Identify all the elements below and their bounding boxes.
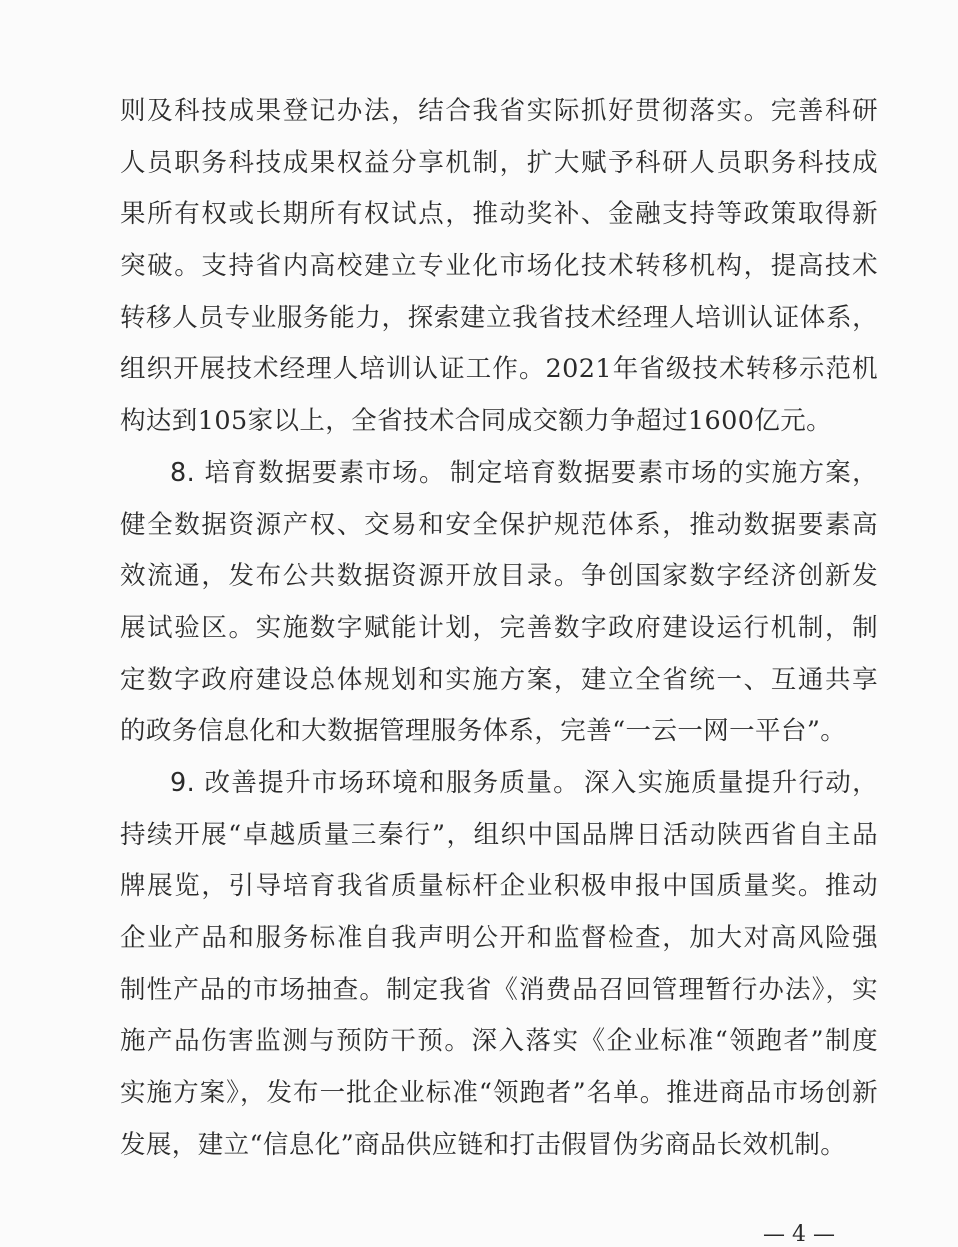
body-line: 定数字政府建设总体规划和实施方案，建立全省统一、互通共享 — [120, 664, 878, 695]
body-line: 的政务信息化和大数据管理服务体系，完善“一云一网一平台”。 — [120, 716, 847, 747]
section-9-first-line-text: 深入实施质量提升行动， — [583, 767, 878, 798]
document-body — [120, 86, 878, 1171]
body-line: 发展，建立“信息化”商品供应链和打击假冒伪劣商品长效机制。 — [120, 1129, 847, 1160]
body-line: 健全数据资源产权、交易和安全保护规范体系，推动数据要素高 — [120, 509, 878, 540]
body-line: 牌展览，引导培育我省质量标杆企业积极申报中国质量奖。推动 — [120, 871, 878, 902]
body-line: 组织开展技术经理人培训认证工作。2021年省级技术转移示范机 — [120, 354, 878, 385]
body-line: 则及科技成果登记办法，结合我省实际抓好贯彻落实。完善科研 — [120, 96, 878, 126]
body-line: 人员职务科技成果权益分享机制，扩大赋予科研人员职务科技成 — [120, 147, 878, 178]
body-line: 制性产品的市场抽查。制定我省《消费品召回管理暂行办法》，实 — [120, 974, 878, 1005]
body-line: 转移人员专业服务能力，探索建立我省技术经理人培训认证体系， — [120, 302, 878, 333]
section-9-first-line — [120, 758, 878, 810]
section-8-heading: 8. 培育数据要素市场。 — [170, 457, 446, 488]
body-line: 突破。支持省内高校建立专业化市场化技术转移机构，提高技术 — [120, 251, 878, 282]
body-line: 持续开展“卓越质量三秦行”，组织中国品牌日活动陕西省自主品 — [120, 819, 878, 850]
body-line: 效流通，发布公共数据资源开放目录。争创国家数字经济创新发 — [120, 561, 878, 592]
page-number: — 4 — — [763, 1222, 835, 1247]
section-9-heading: 9. 改善提升市场环境和服务质量。 — [170, 767, 580, 798]
body-line: 果所有权或长期所有权试点，推动奖补、金融支持等政策取得新 — [120, 199, 878, 230]
body-line: 实施方案》，发布一批企业标准“领跑者”名单。推进商品市场创新 — [120, 1078, 878, 1109]
body-line: 企业产品和服务标准自我声明公开和监督检查，加大对高风险强 — [120, 923, 878, 953]
body-line: 构达到105家以上，全省技术合同成交额力争超过1600亿元。 — [120, 406, 833, 437]
body-line: 施产品伤害监测与预防干预。深入落实《企业标准“领跑者”制度 — [120, 1026, 878, 1057]
body-line: 展试验区。实施数字赋能计划，完善数字政府建设运行机制，制 — [120, 612, 878, 643]
section-8-first-line — [120, 448, 878, 500]
section-8-first-line-text: 制定培育数据要素市场的实施方案， — [449, 457, 878, 488]
